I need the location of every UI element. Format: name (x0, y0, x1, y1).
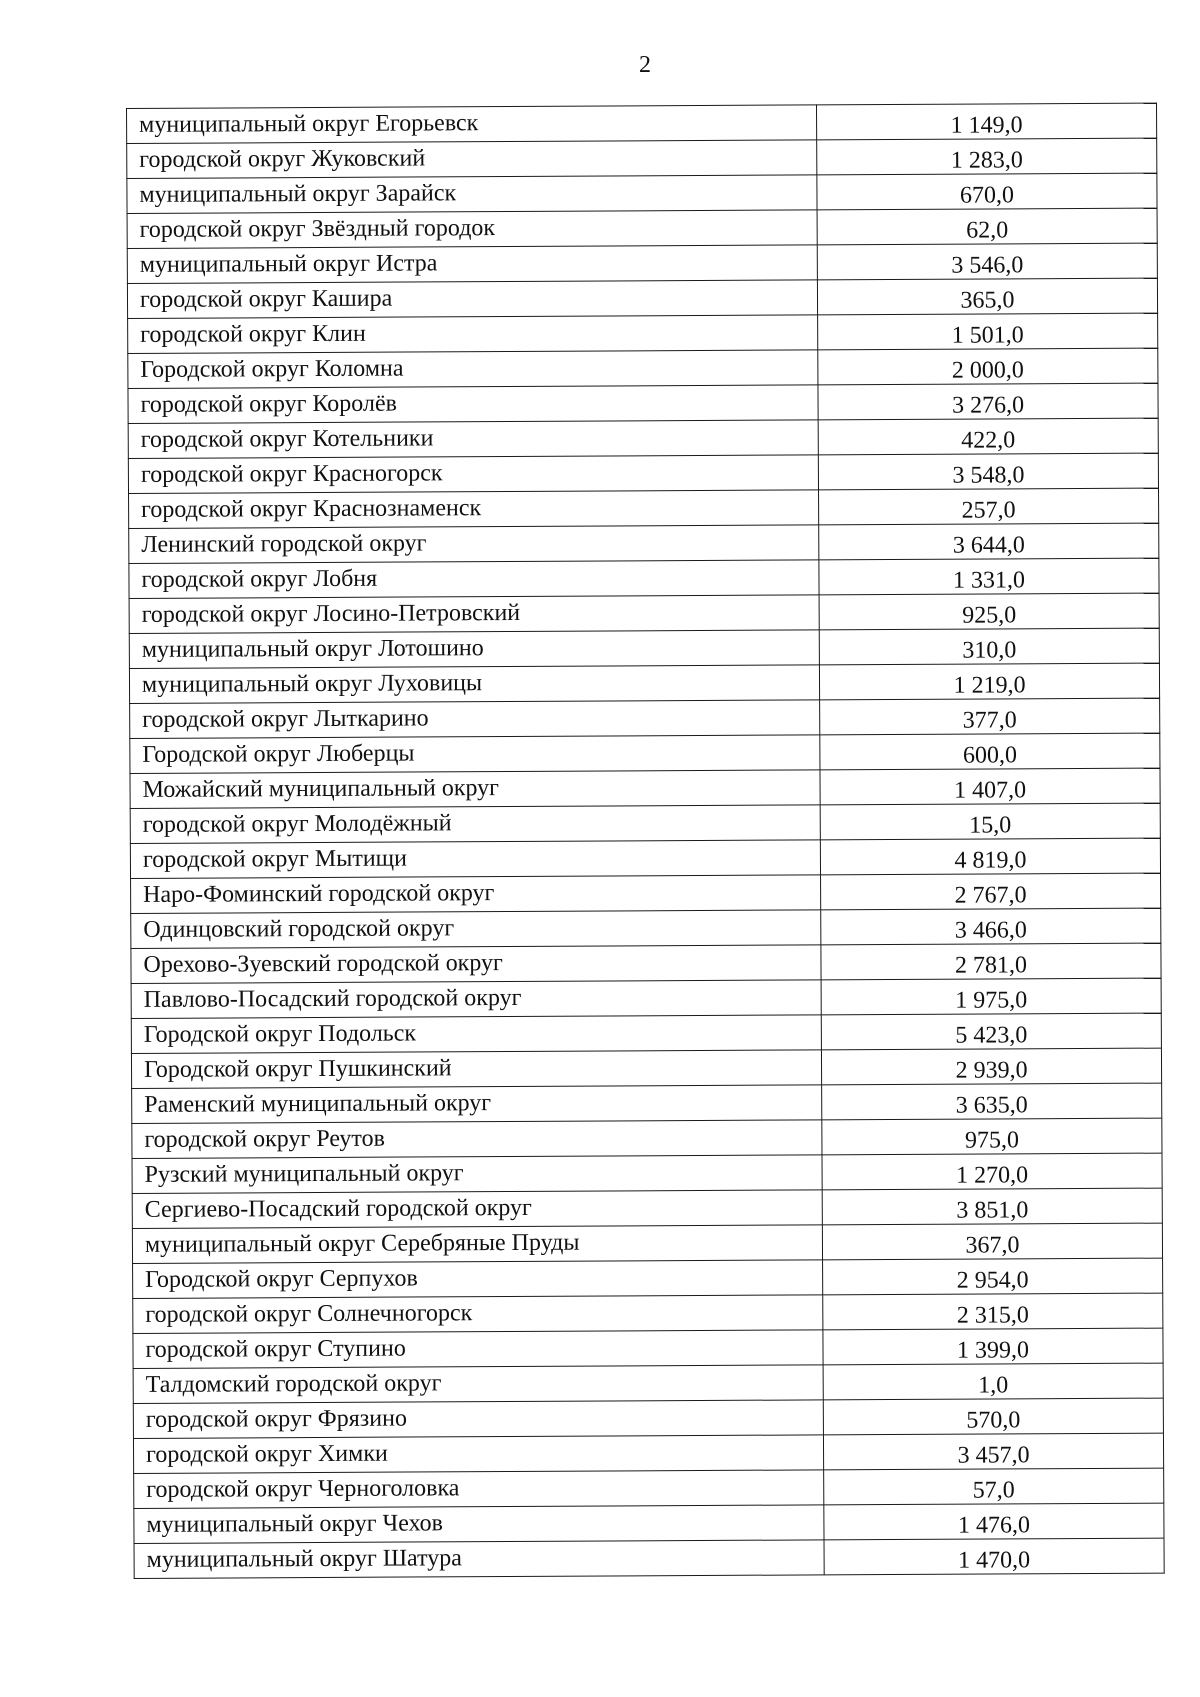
municipality-name-cell: городской округ Красногорск (128, 455, 818, 494)
municipality-name-cell: Наро-Фоминский городской округ (131, 875, 821, 914)
municipality-name-cell: городской округ Королёв (128, 385, 818, 424)
amount-cell: 4 819,0 (820, 838, 1160, 875)
amount-cell: 3 548,0 (818, 453, 1158, 490)
table-row (128, 348, 1158, 388)
table-row (133, 1328, 1163, 1368)
amount-cell: 3 457,0 (823, 1433, 1163, 1470)
table-row (127, 103, 1157, 143)
municipality-name-cell: Орехово-Зуевский городской округ (131, 945, 821, 984)
amount-cell: 2 781,0 (821, 943, 1161, 980)
table-row (132, 1118, 1162, 1158)
municipality-name-cell: городской округ Звёздный городок (127, 210, 817, 249)
amount-cell: 1 470,0 (824, 1538, 1164, 1575)
municipality-name-cell: Городской округ Пушкинский (131, 1050, 821, 1089)
page-number: 2 (639, 52, 651, 78)
municipality-name-cell: Рузский муниципальный округ (132, 1155, 822, 1194)
amount-cell: 3 851,0 (822, 1188, 1162, 1225)
municipality-name-cell: Талдомский городской округ (133, 1365, 823, 1404)
allocation-table (126, 103, 1165, 1579)
municipality-name-cell: городской округ Химки (133, 1435, 823, 1474)
amount-cell: 367,0 (822, 1223, 1162, 1260)
amount-cell: 670,0 (817, 173, 1157, 210)
amount-cell: 1 149,0 (816, 103, 1156, 140)
amount-cell: 1 283,0 (817, 138, 1157, 175)
amount-cell: 2 767,0 (821, 873, 1161, 910)
table-row (129, 593, 1159, 633)
table-body (127, 103, 1165, 1578)
amount-cell: 257,0 (819, 488, 1159, 525)
municipality-name-cell: городской округ Лыткарино (130, 700, 820, 739)
table-row (133, 1398, 1163, 1438)
table-row (127, 243, 1157, 283)
table-row (128, 313, 1158, 353)
amount-cell: 5 423,0 (821, 1013, 1161, 1050)
table-row (128, 418, 1158, 458)
table-row (127, 138, 1157, 178)
table-row (129, 488, 1159, 528)
municipality-name-cell: городской округ Фрязино (133, 1400, 823, 1439)
amount-cell: 1 270,0 (822, 1153, 1162, 1190)
table-row (133, 1433, 1163, 1473)
municipality-name-cell: городской округ Котельники (128, 420, 818, 459)
municipality-name-cell: муниципальный округ Лотошино (129, 630, 819, 669)
municipality-name-cell: городской округ Солнечногорск (133, 1295, 823, 1334)
amount-cell: 1 219,0 (819, 663, 1159, 700)
amount-cell: 925,0 (819, 593, 1159, 630)
table-row (130, 803, 1160, 843)
amount-cell: 2 315,0 (823, 1293, 1163, 1330)
municipality-name-cell: муниципальный округ Шатура (134, 1540, 824, 1579)
municipality-name-cell: Можайский муниципальный округ (130, 770, 820, 809)
table-row (133, 1293, 1163, 1333)
municipality-name-cell: Городской округ Подольск (131, 1015, 821, 1054)
amount-cell: 15,0 (820, 803, 1160, 840)
municipality-name-cell: Городской округ Люберцы (130, 735, 820, 774)
amount-cell: 975,0 (822, 1118, 1162, 1155)
municipality-name-cell: городской округ Жуковский (127, 140, 817, 179)
municipality-name-cell: городской округ Лосино-Петровский (129, 595, 819, 634)
amount-cell: 1 476,0 (824, 1503, 1164, 1540)
municipality-name-cell: муниципальный округ Чехов (134, 1505, 824, 1544)
table-row (134, 1503, 1164, 1543)
table-row (133, 1258, 1163, 1298)
amount-cell: 2 939,0 (821, 1048, 1161, 1085)
table-row (127, 278, 1157, 318)
table-row (131, 1013, 1161, 1053)
municipality-name-cell: Городской округ Коломна (128, 350, 818, 389)
municipality-name-cell: городской округ Мытищи (130, 840, 820, 879)
table-row (132, 1083, 1162, 1123)
municipality-name-cell: городской округ Клин (128, 315, 818, 354)
amount-cell: 600,0 (820, 733, 1160, 770)
table-row (132, 1223, 1162, 1263)
amount-cell: 365,0 (817, 278, 1157, 315)
amount-cell: 3 276,0 (818, 383, 1158, 420)
municipality-name-cell: Павлово-Посадский городской округ (131, 980, 821, 1019)
table-row (130, 768, 1160, 808)
table-row (130, 733, 1160, 773)
municipality-name-cell: городской округ Черноголовка (134, 1470, 824, 1509)
table-row (131, 908, 1161, 948)
amount-cell: 3 644,0 (819, 523, 1159, 560)
municipality-name-cell: городской округ Ступино (133, 1330, 823, 1369)
municipality-name-cell: муниципальный округ Зарайск (127, 175, 817, 214)
amount-cell: 1 407,0 (820, 768, 1160, 805)
amount-cell: 57,0 (824, 1468, 1164, 1505)
municipality-name-cell: муниципальный округ Истра (127, 245, 817, 284)
municipality-name-cell: городской округ Лобня (129, 560, 819, 599)
table-row (129, 523, 1159, 563)
municipality-name-cell: Сергиево-Посадский городской округ (132, 1190, 822, 1229)
amount-cell: 310,0 (819, 628, 1159, 665)
amount-cell: 1 399,0 (823, 1328, 1163, 1365)
amount-cell: 3 546,0 (817, 243, 1157, 280)
municipality-name-cell: городской округ Краснознаменск (129, 490, 819, 529)
table-row (134, 1468, 1164, 1508)
municipality-name-cell: Одинцовский городской округ (131, 910, 821, 949)
table-row (129, 628, 1159, 668)
table-row (131, 873, 1161, 913)
amount-cell: 3 635,0 (822, 1083, 1162, 1120)
table-row (129, 663, 1159, 703)
table-row (132, 1188, 1162, 1228)
amount-cell: 2 954,0 (823, 1258, 1163, 1295)
amount-cell: 62,0 (817, 208, 1157, 245)
amount-cell: 1 501,0 (818, 313, 1158, 350)
municipality-name-cell: городской округ Кашира (127, 280, 817, 319)
amount-cell: 1 331,0 (819, 558, 1159, 595)
table-row (131, 943, 1161, 983)
municipality-name-cell: Раменский муниципальный округ (132, 1085, 822, 1124)
amount-cell: 377,0 (820, 698, 1160, 735)
table-row (131, 1048, 1161, 1088)
table-row (127, 173, 1157, 213)
table-row (129, 558, 1159, 598)
municipality-name-cell: муниципальный округ Серебряные Пруды (132, 1225, 822, 1264)
amount-cell: 2 000,0 (818, 348, 1158, 385)
municipality-name-cell: Городской округ Серпухов (133, 1260, 823, 1299)
municipality-name-cell: городской округ Молодёжный (130, 805, 820, 844)
municipality-name-cell: муниципальный округ Егорьевск (127, 105, 817, 144)
table-row (130, 838, 1160, 878)
amount-cell: 1 975,0 (821, 978, 1161, 1015)
municipality-name-cell: Ленинский городской округ (129, 525, 819, 564)
amount-cell: 422,0 (818, 418, 1158, 455)
amount-cell: 1,0 (823, 1363, 1163, 1400)
allocation-table-container (126, 103, 1164, 1579)
table-row (134, 1538, 1164, 1578)
table-row (132, 1153, 1162, 1193)
table-row (131, 978, 1161, 1018)
table-row (130, 698, 1160, 738)
municipality-name-cell: городской округ Реутов (132, 1120, 822, 1159)
amount-cell: 570,0 (823, 1398, 1163, 1435)
table-row (128, 453, 1158, 493)
table-row (133, 1363, 1163, 1403)
table-row (127, 208, 1157, 248)
amount-cell: 3 466,0 (821, 908, 1161, 945)
municipality-name-cell: муниципальный округ Луховицы (129, 665, 819, 704)
table-row (128, 383, 1158, 423)
